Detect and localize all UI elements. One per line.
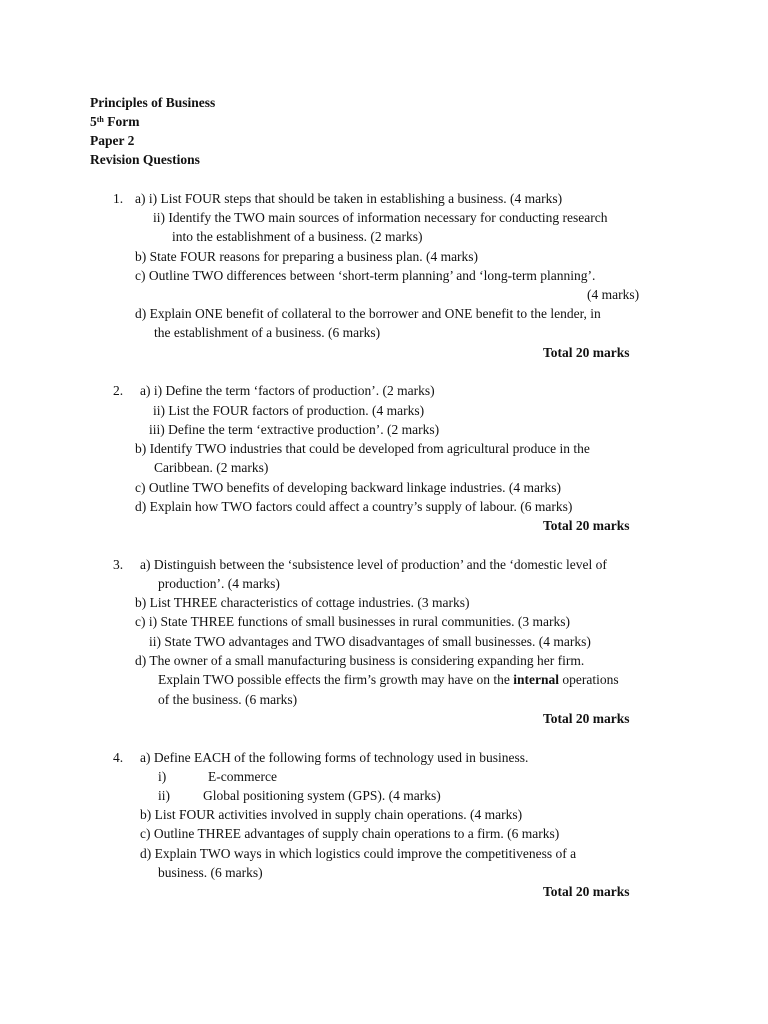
q4-a-i-number: i) — [158, 769, 167, 784]
q4-a-ii-text: Global positioning system (GPS). (4 marks) — [203, 788, 441, 803]
q4-d-line1: d) Explain TWO ways in which logistics could improve the competitiveness of a — [140, 846, 577, 861]
q3-d-line1: d) The owner of a small manufacturing business is considering expanding her firm. — [135, 653, 585, 668]
paper-label: Paper 2 — [90, 133, 135, 148]
q2-a-i: a) i) Define the term ‘factors of production’. (2 marks) — [140, 383, 435, 398]
q1-number: 1. — [113, 191, 124, 206]
q1-a-ii-line1: ii) Identify the TWO main sources of information necessary for conducting research — [153, 210, 608, 225]
q4-total: Total 20 marks — [543, 884, 630, 899]
q2-b-line1: b) Identify TWO industries that could be developed from agricultural produce in the — [135, 441, 590, 456]
q4-b: b) List FOUR activities involved in supply chain operations. (4 marks) — [140, 807, 523, 822]
q1-d-line1: d) Explain ONE benefit of collateral to the borrower and ONE benefit to the lender, in — [135, 306, 601, 321]
q3-d-line2-text: Explain TWO possible effects the firm’s growth may have on the — [158, 672, 514, 687]
q3-d-line2 — [158, 672, 619, 688]
q3-total: Total 20 marks — [543, 711, 630, 726]
q3-b: b) List THREE characteristics of cottage industries. (3 marks) — [135, 595, 470, 610]
q3-number: 3. — [113, 557, 124, 572]
q4-number: 4. — [113, 750, 124, 765]
q3-c-ii: ii) State TWO advantages and TWO disadvantages of small businesses. (4 marks) — [149, 634, 591, 649]
q2-a-ii: ii) List the FOUR factors of production. (4 marks) — [153, 403, 425, 418]
revision-title: Revision Questions — [90, 152, 200, 167]
q3-d-line3: of the business. (6 marks) — [158, 692, 298, 707]
q4-a-i-text: E-commerce — [208, 769, 277, 784]
form-word: Form — [107, 114, 140, 129]
q2-total: Total 20 marks — [543, 518, 630, 533]
q3-a-line1: a) Distinguish between the ‘subsistence level of production’ and the ‘domestic level of — [140, 557, 607, 572]
q4-d-line2: business. (6 marks) — [158, 865, 263, 880]
q1-total: Total 20 marks — [543, 345, 630, 360]
q1-b: b) State FOUR reasons for preparing a business plan. (4 marks) — [135, 249, 479, 264]
q2-number: 2. — [113, 383, 124, 398]
form-suffix: th — [96, 115, 104, 124]
q2-d: d) Explain how TWO factors could affect a country’s supply of labour. (6 marks) — [135, 499, 573, 514]
q3-d-emphasis: internal — [513, 672, 560, 687]
q4-a: a) Define EACH of the following forms of technology used in business. — [140, 750, 529, 765]
q4-a-ii-number: ii) — [158, 788, 170, 803]
q1-c: c) Outline TWO differences between ‘short-term planning’ and ‘long-term planning’. — [135, 268, 596, 283]
q3-a-line2: production’. (4 marks) — [158, 576, 280, 591]
form-number: 5 — [90, 114, 97, 129]
q2-c: c) Outline TWO benefits of developing backward linkage industries. (4 marks) — [135, 480, 562, 495]
q1-d-line2: the establishment of a business. (6 marks) — [154, 325, 381, 340]
q2-b-line2: Caribbean. (2 marks) — [154, 460, 269, 475]
form-line — [90, 114, 139, 130]
q3-c-i: c) i) State THREE functions of small businesses in rural communities. (3 marks) — [135, 614, 571, 629]
q1-a-ii-line2: into the establishment of a business. (2 marks) — [172, 229, 423, 244]
q1-a-i: a) i) List FOUR steps that should be taken in establishing a business. (4 marks) — [135, 191, 563, 206]
q3-d-line2-end: operations — [559, 672, 619, 687]
course-title: Principles of Business — [90, 95, 216, 110]
q1-c-marks: (4 marks) — [587, 287, 640, 302]
q2-a-iii: iii) Define the term ‘extractive production’. (2 marks) — [149, 422, 440, 437]
q4-c: c) Outline THREE advantages of supply chain operations to a firm. (6 marks) — [140, 826, 560, 841]
